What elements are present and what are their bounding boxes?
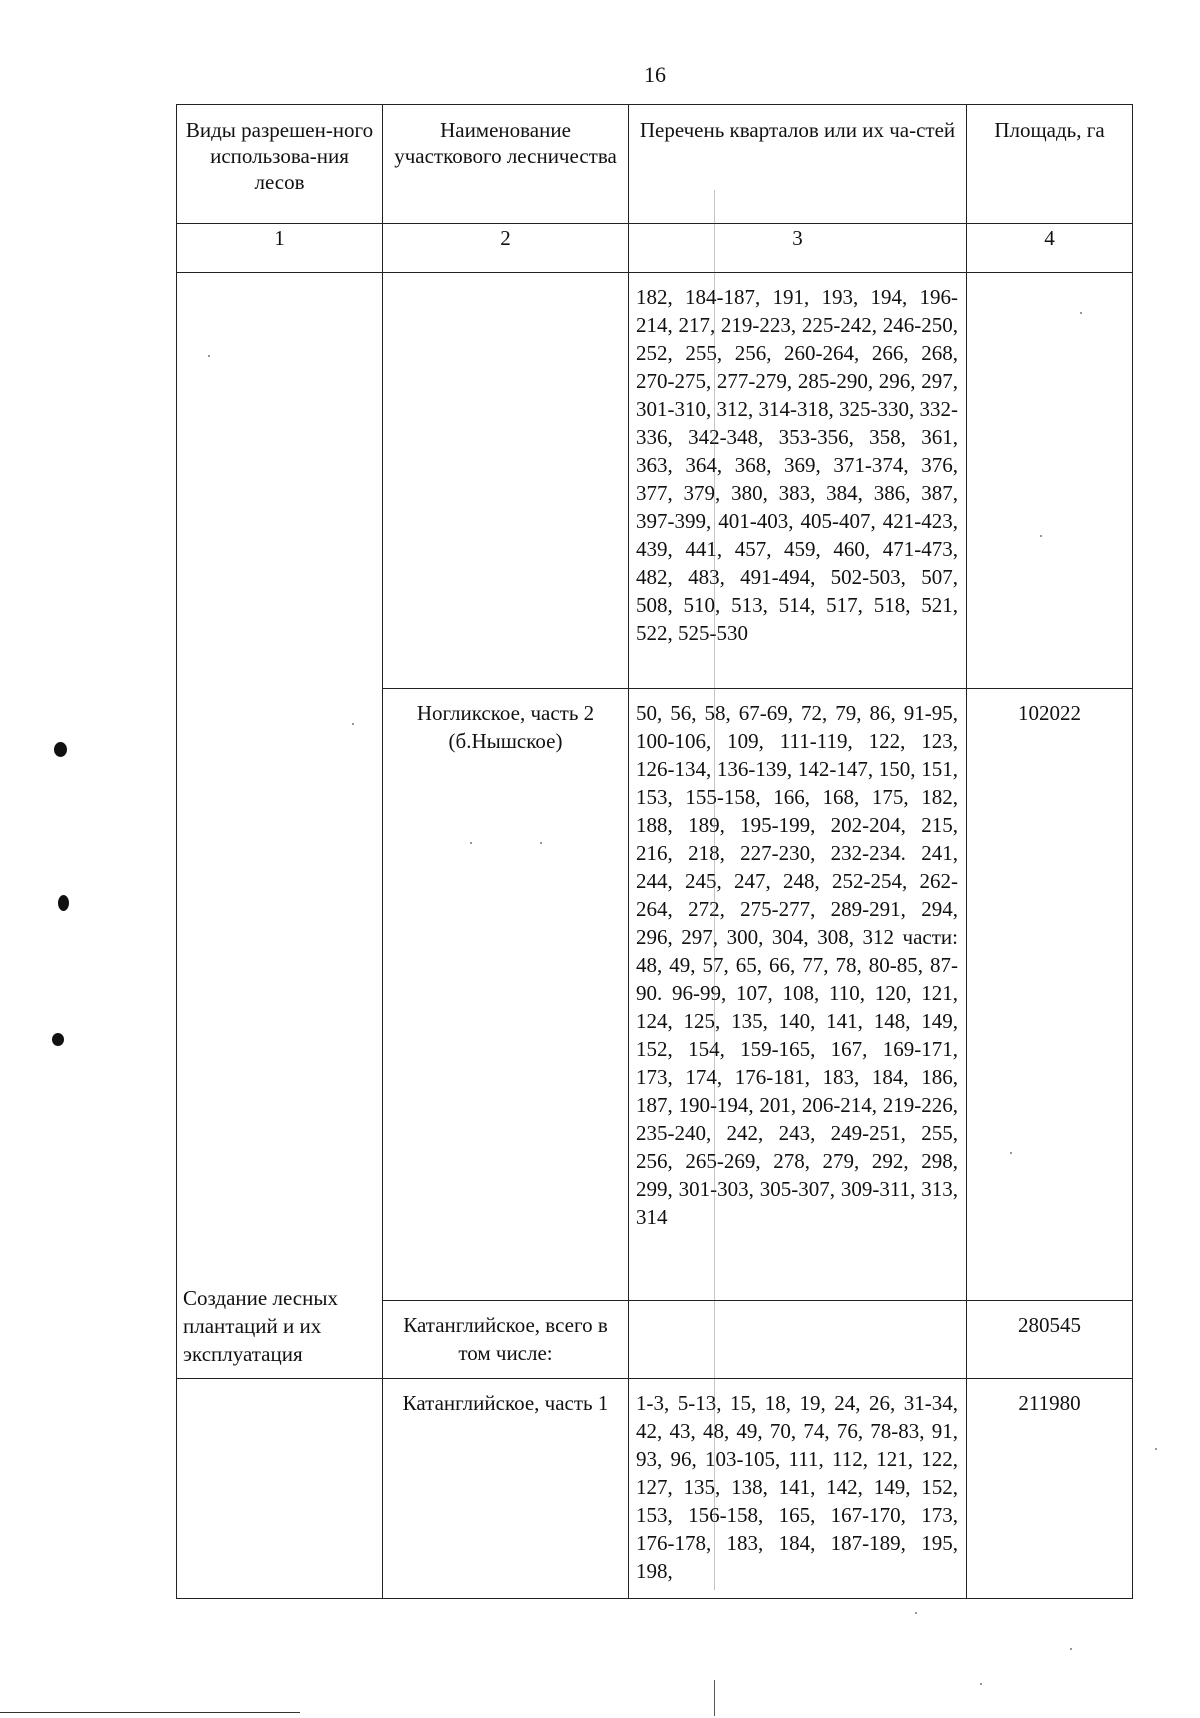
use-type-label: Создание лесных плантаций и их эксплуатация (183, 1286, 338, 1366)
header-use-type: Виды разрешен-ного использова-ния лесов (177, 105, 383, 224)
table-row (177, 1379, 1133, 1599)
scan-dot (980, 1683, 982, 1685)
area-cell (967, 273, 1133, 689)
scan-speck (58, 895, 69, 911)
quarters-cell (629, 1301, 967, 1379)
header-quarters: Перечень кварталов или их ча-стей (629, 105, 967, 224)
scan-dot (540, 842, 542, 844)
scan-dot (208, 355, 210, 357)
page-number: 16 (644, 62, 666, 87)
scan-speck (54, 742, 67, 757)
scan-dot (1080, 312, 1082, 314)
scan-speck (52, 1033, 64, 1046)
forest-use-table (176, 104, 1133, 1599)
table-row (177, 273, 1133, 689)
scan-dot (1040, 535, 1042, 537)
column-number: 4 (967, 224, 1133, 273)
forestry-name-cell: Ногликское, часть 2 (б.Нышское) (383, 689, 629, 1301)
scan-dot (352, 723, 354, 725)
scan-fold-line (714, 1680, 715, 1716)
forestry-name-cell (383, 273, 629, 689)
column-number: 3 (629, 224, 967, 273)
use-type-cell-empty (177, 1379, 383, 1599)
header-row (177, 105, 1133, 224)
scan-dot (470, 842, 472, 844)
use-type-cell (177, 273, 383, 1379)
header-area: Площадь, га (967, 105, 1133, 224)
header-forestry: Наименование участкового лесничества (383, 105, 629, 224)
scan-edge-line (0, 1712, 300, 1713)
area-cell: 280545 (967, 1301, 1133, 1379)
column-number: 2 (383, 224, 629, 273)
area-cell: 211980 (967, 1379, 1133, 1599)
forestry-name-cell: Катанглийское, часть 1 (383, 1379, 629, 1599)
area-cell: 102022 (967, 689, 1133, 1301)
quarters-cell: 50, 56, 58, 67-69, 72, 79, 86, 91-95, 100-106, 109, 111-119, 122, 123, 126-134, 136-139, 142-147, 150, 151, 153, 155-158, 166, 168, 175, 182, 188, 189, 195-199, 202-204, 215, 216, 218, 227-230, 232-234. 241, 244, 245, 247, 248, 252-254, 262-264, 272, 275-277, 289-291, 294, 296, 297, 300, 304, 308, 312 части: 48, 49, 57, 65, 66, 77, 78, 80-85, 87-90. 96-99, 107, 108, 110, 120, 121, 124, 125, 135, 140, 141, 148, 149, 152, 154, 159-165, 167, 169-171, 173, 174, 176-181, 183, 184, 186, 187, 190-194, 201, 206-214, 219-226, 235-240, 242, 243, 249-251, 255, 256, 265-269, 278, 279, 292, 298, 299, 301-303, 305-307, 309-311, 313, 314 (629, 689, 967, 1301)
scan-dot (1155, 1448, 1157, 1450)
column-number-row (177, 224, 1133, 273)
scan-dot (915, 1612, 917, 1614)
quarters-cell: 1-3, 5-13, 15, 18, 19, 24, 26, 31-34, 42, 43, 48, 49, 70, 74, 76, 78-83, 91, 93, 96, 103-105, 111, 112, 121, 122, 127, 135, 138, 141, 142, 149, 152, 153, 156-158, 165, 167-170, 173, 176-178, 183, 184, 187-189, 195, 198, (629, 1379, 967, 1599)
scan-dot (1010, 1152, 1012, 1154)
quarters-cell: 182, 184-187, 191, 193, 194, 196-214, 217, 219-223, 225-242, 246-250, 252, 255, 256, 260-264, 266, 268, 270-275, 277-279, 285-290, 296, 297, 301-310, 312, 314-318, 325-330, 332-336, 342-348, 353-356, 358, 361, 363, 364, 368, 369, 371-374, 376, 377, 379, 380, 383, 384, 386, 387, 397-399, 401-403, 405-407, 421-423, 439, 441, 457, 459, 460, 471-473, 482, 483, 491-494, 502-503, 507, 508, 510, 513, 514, 517, 518, 521, 522, 525-530 (629, 273, 967, 689)
column-number: 1 (177, 224, 383, 273)
forestry-name-cell: Катанглийское, всего в том числе: (383, 1301, 629, 1379)
scan-fold-line (714, 190, 715, 1590)
scan-dot (1070, 1648, 1072, 1650)
